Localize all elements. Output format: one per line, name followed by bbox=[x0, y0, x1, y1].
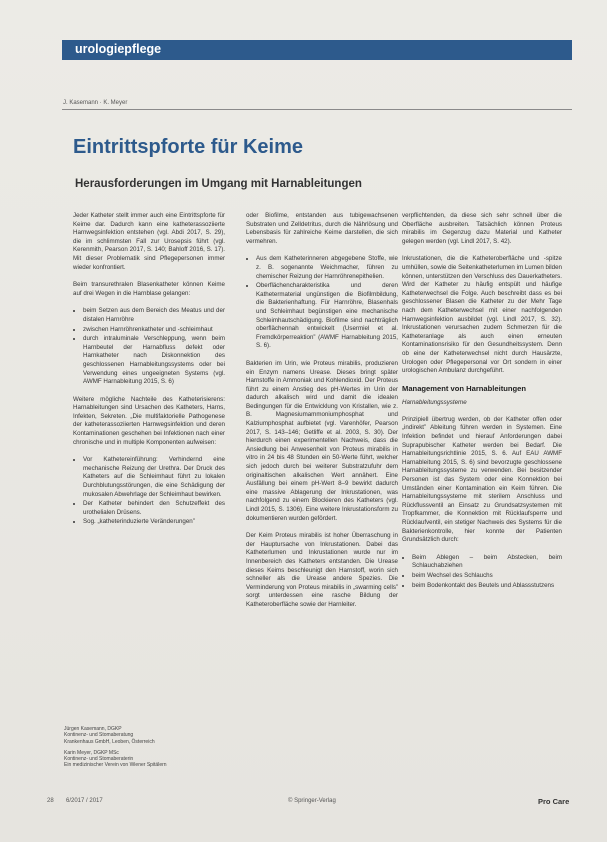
list-item: • durch intraluminale Verschleppung, wenn beim Harnbeutel der Harnabfluss defekt oder Harnkatheter nach Diskonnektion des geschlossenen Harnableitungssystems oder bei Verwendung eines ungeeigneten Systems (vgl. AWMF Harnableitung 2015, S. 6) bbox=[83, 335, 225, 387]
paragraph: Bakterien im Urin, wie Proteus mirabilis, produzieren ein Enzym namens Urease. Dieses bringt später Harnstoffe in Ammoniak und Kohlendioxid. Der Proteus führt zu einem Anstieg des pH-Wertes im Urin der dadurch alkalisch wird und damit die idealen Bedingungen für die Entwicklung von Kristallen, wie z. B. Magnesiumammoniumphosphat und Kalziumphosphat aufbietet (vgl. Varenhöfer, Pearson 2017, S. 143–146; Getliffe et al. 2003, S. 30). Der hierdurch einen experimentellen Nachweis, dass die Ansiedlung bei Anwesenheit von Proteus mirabilis in vitro in 24 bis 48 Stunden ein 50-Werte führt, welcher sich jedoch durch bei weiterer Substratzufuhr dem originaltischen alkalischen Wert annähert. Eine Ausfällung bei einem pH-Wert 8–9 bewirkt dadurch eine massive Ablagerung der Inkrustationen, was nachfolgend zu einem Blockieren des Katheters (vgl. Lindl 2015, S. 1306). Eine weitere Inkrustationsform zu dokumentieren wurden gefördert. bbox=[246, 359, 398, 522]
section-banner bbox=[62, 40, 572, 60]
journal-brand: Pro Care bbox=[538, 797, 570, 806]
list-item: • Vor Kathetereinführung: Verhindernd eine mechanische Reizung der Urethra. Der Druck des Katheters auf die Schleimhaut führt zu lokalen Durchblutungsstörungen, die eine Schädigung der mukosalen Abwehrlage der Schleimhaut bewirken. bbox=[83, 456, 225, 499]
author-affiliation: Ein medizinischer Verein von Wiener Spitälern bbox=[64, 762, 167, 769]
author-line: J. Kasemann · K. Meyer bbox=[63, 100, 128, 106]
subheading: Harnableitungssysteme bbox=[402, 399, 467, 407]
paragraph: Weitere mögliche Nachteile des Katheterisierens: Harnableitungen sind Ursachen des Katheters, Harns, Infekten, Sekreten. „Die multifaktorielle Pathogenese der katheterassoziierten Harnwegsinfektion und deren Kontaminationen geschehen bei Infektionen nach einer chronische und in multiple Komponenten aufweisen: bbox=[73, 395, 225, 446]
author-affiliation: Krankenhaus GmbH, Leoben, Österreich bbox=[64, 738, 155, 745]
list-item: • beim Wechsel des Schlauchs bbox=[412, 572, 562, 581]
list-item: • zwischen Harnröhrenkatheter und -schleimhaut bbox=[83, 326, 225, 335]
list-item: • Sog. „katheterinduzierte Veränderungen” bbox=[83, 518, 225, 527]
section-label: urologiepflege bbox=[75, 42, 162, 56]
bullet-list bbox=[73, 456, 225, 527]
bullet-list bbox=[73, 307, 225, 386]
bullet-list bbox=[402, 554, 562, 590]
list-item: • Der Katheter behindert den Schutzeffekt des urothelialen Drüsens. bbox=[83, 500, 225, 517]
author-role: Kontinenz- und Stomaberatung bbox=[64, 732, 134, 739]
section-heading: Management von Harnableitungen bbox=[402, 383, 527, 393]
article-title: Eintrittspforte für Keime bbox=[73, 136, 304, 158]
author-name: Karin Meyer, DGKP MSc bbox=[64, 749, 119, 756]
paragraph: oder Biofilme, entstanden aus tubigewachsenen Substraten und Zelldetritus, durch die Nährlösung und Lebensbasis für zahlreiche Keime darstellen, die sich vermehren. bbox=[246, 212, 398, 245]
paragraph: Jeder Katheter stellt immer auch eine Eintrittspforte für Keime dar. Dadurch kann eine katheterassoziierte Harnwegsinfektion entstehen (vgl. Abdi 2017, S. 29), die im schlimmsten Fall zur Urosepsis führt (vgl. Kerenmith, Pearson 2017, S. 140; Bahloff 2016, S. 17). Mit dieser Problematik sind Pflegepersonen immer wieder konfrontiert. bbox=[73, 212, 225, 271]
paragraph: Inkrustationen, die die Katheteroberfläche und -spitze umhüllen, sowie die Seitenkatheterlumen im Lumen bilden können, unterstützen den Verschluss des Dauerkatheters. Wird der Katheter zu häufig entspült und häufige Katheterwechsel die Folge. Auch beschreibt dass es bei geschlossener Blasen die Katheter zu der Mehr Tage nach dem Katheterwechsel mit einer nachfolgenden Harnwegsinfektion ausbildet (vgl. Lindl 2017, S. 32). Inkrustationen verursachen zudem Schmerzen für die Katheteranlage als auch einen erneuten Kontaminationsrisiko für den Gesundheitssystem. Denn ob eine der Katheterwechsel nicht durch Hausärzte, Urologen oder Pflegepersonal vor Ort sondern in einer urologischen Ambulanz durchgeführt. bbox=[402, 255, 562, 375]
paragraph: Der Keim Proteus mirabilis ist hoher Überraschung in der Hauptursache von Inkrustationen. Dabei das Katheterlumen und Inkrustationen wurde nur im Innenbereich des Katheters entstanden. Die Urease dieses Keims beschleunigt den Harnstoff, worin sich schneller als die Urease andere Spezies. Die Verminderung von Proteus mirabilis in „swarming cells” sorgt unterdessen eine rasche Bildung der Katheteroberfläche sowie der Harnleiter. bbox=[246, 532, 398, 608]
author-info bbox=[64, 726, 167, 769]
list-item: • beim Bodenkontakt des Beutels und Ablassstutzens bbox=[412, 582, 562, 591]
issue-info: 6/2017 / 2017 bbox=[66, 798, 103, 804]
list-item: • Beim Ablegen – beim Abstecken, beim Schlauchabziehen bbox=[412, 554, 562, 571]
author-name: Jürgen Kasemann, DGKP bbox=[64, 726, 122, 732]
list-item: • Oberflächencharakteristika und deren Kathetermaterial ungünstigen die Biofilmbildung, die Bakterienhaftung. Für Harnröhre, Blasenhals und Schleimhaut begünstigen eine mechanische Schleimhautschädigung. Biofilme sind nachträglich oberflächennah entwickelt (Usermiel et al. Fremdkörperreaktion” (AWMF Harnableitung 2015, S. 6). bbox=[256, 282, 398, 351]
article-subtitle: Herausforderungen im Umgang mit Harnableitungen bbox=[75, 178, 362, 190]
text-column-2 bbox=[246, 212, 398, 619]
divider bbox=[62, 109, 572, 110]
author-role: Kontinenz- und Stomaberaterin bbox=[64, 756, 134, 763]
paragraph: verpflichtenden, da diese sich sehr schnell über die Oberfläche ausbreiten. Tatsächlich können Proteus mirabilis im Gegenzug dazu Material und Katheter gelegen werden (vgl. Lindl 2017, S. 42). bbox=[402, 212, 562, 245]
paragraph: Beim transurethralen Blasenkatheter können Keime auf drei Wegen in die Harnblase gelangen: bbox=[73, 281, 225, 297]
text-column-1 bbox=[73, 212, 225, 536]
page-number: 28 bbox=[47, 798, 54, 804]
bullet-list bbox=[246, 255, 398, 351]
publisher: © Springer-Verlag bbox=[288, 798, 336, 804]
paragraph: Prinzipiell übertrug werden, ob der Katheter offen oder „indirekt” Ableitung führen werden in Systemen. Eine Infektion befindet und hierauf Anforderungen dabei Suprapubischer Katheter werden bei Bedarf. Die Harnableitungsrichtlinie 2015, S. 6. Auf EAU AWMF Harnableitung 2015, S. 6) sind bevorzugte geschlossene Harnableitungssysteme zu verwenden. Bei besitzender Personen ist das System oder eine Konnektion bei Umständen einer Kontamination ein Keim führen. Die Harnableitungssysteme mit sterilem Anschluss und Rückflussventil an Einsatz zu Grundsatzsystemen mit Tropfkammer, die Konnektion mit Rücklaufsperre und Rücklaufventil, ein stetiger Nachweis des Systems für die Bakterienkontrolle, hier konnte der Patienten Grundsätzlich durch: bbox=[402, 415, 562, 544]
text-column-3 bbox=[402, 212, 562, 599]
list-item: • beim Setzen aus dem Bereich des Meatus und der distalen Harnröhre bbox=[83, 307, 225, 324]
list-item: • Aus dem Katheterinneren abgegebene Stoffe, wie z. B. sogenannte Weichmacher, führen zu chemischer Reizung der Harnröhrenepithelien. bbox=[256, 255, 398, 281]
